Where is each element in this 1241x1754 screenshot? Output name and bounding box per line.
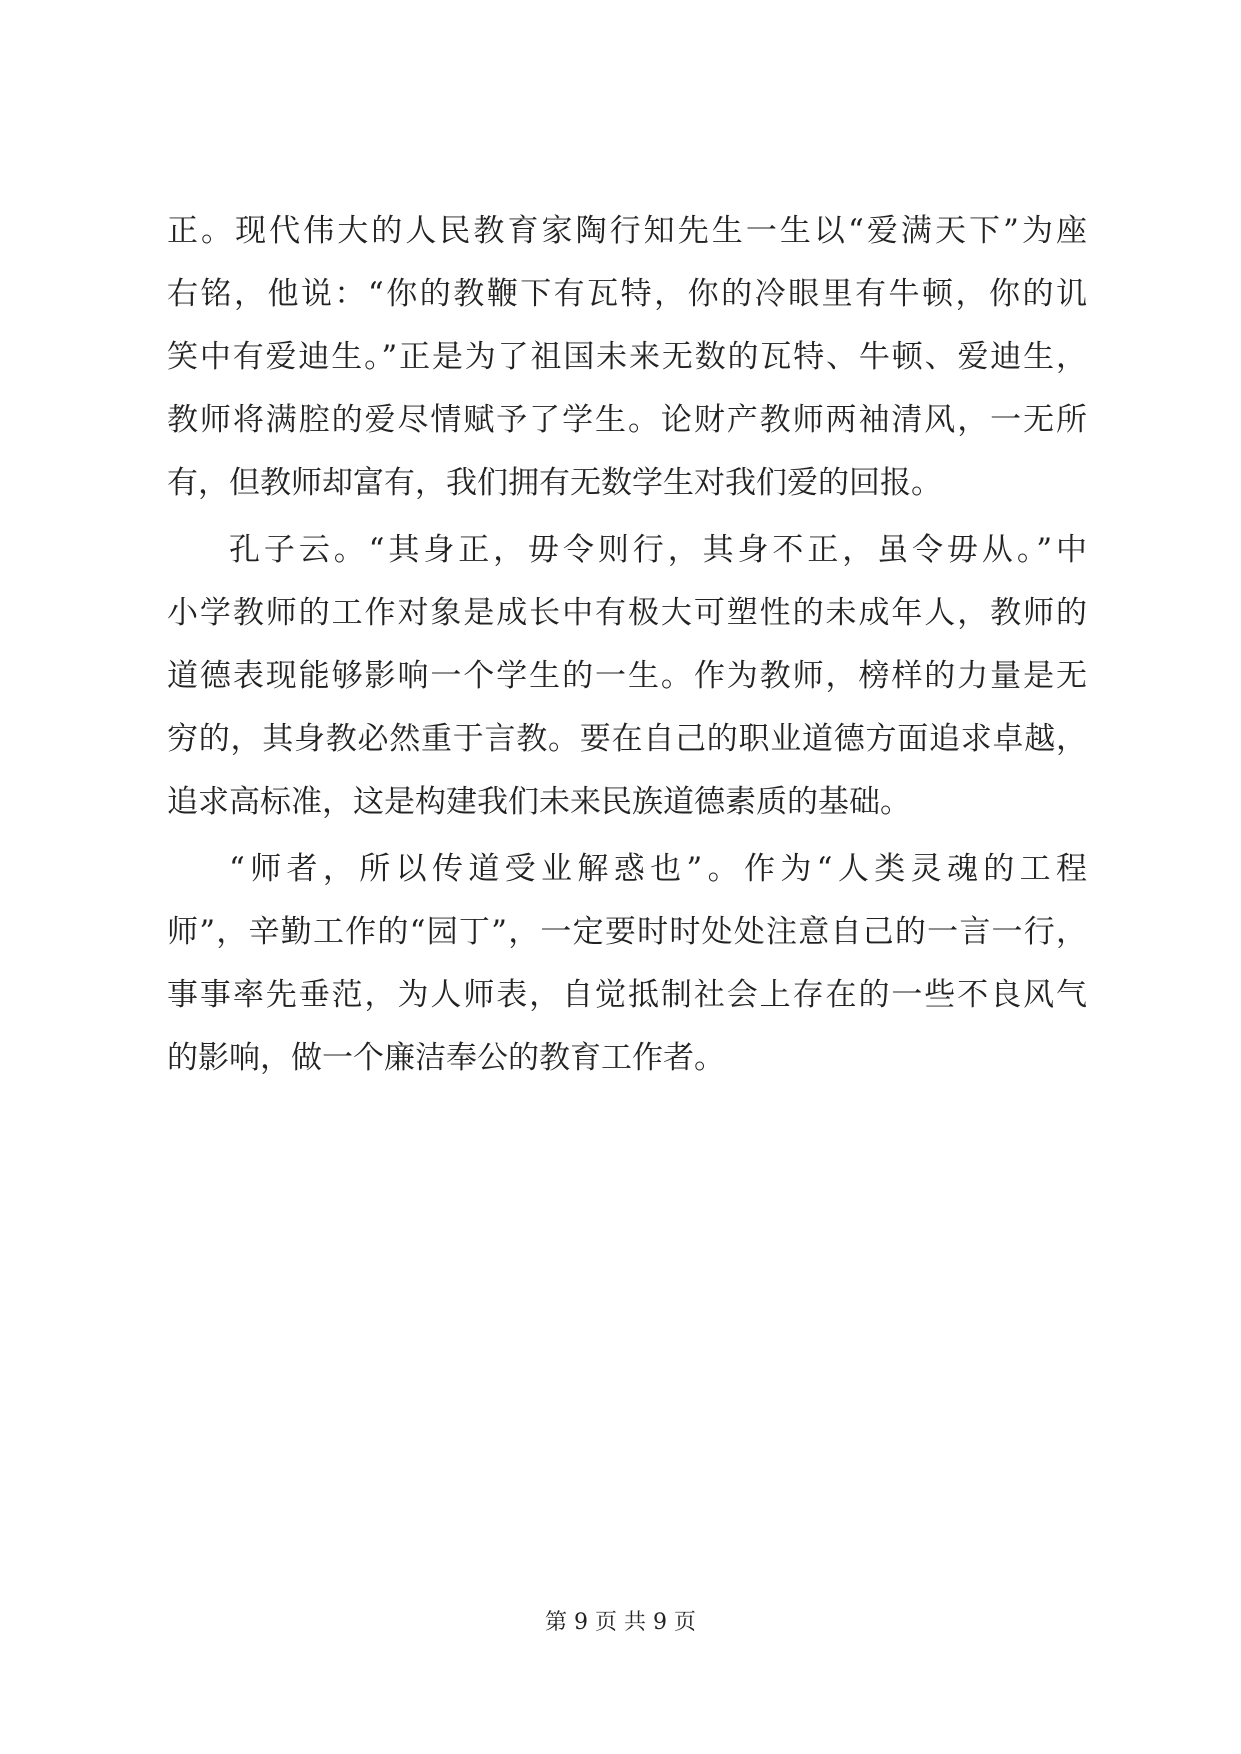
text-line: 师”，辛勤工作的“园丁”，一定要时时处处注意自己的一言一行， xyxy=(167,914,1087,950)
text-line: “师者，所以传道受业解惑也”。作为“人类灵魂的工程 xyxy=(229,851,1087,887)
text-line: 追求高标准，这是构建我们未来民族道德素质的基础。 xyxy=(167,784,911,820)
text-line: 孔子云。“其身正，毋令则行，其身不正，虽令毋从。”中 xyxy=(229,532,1087,568)
body-text xyxy=(167,200,1087,1090)
text-line: 正。现代伟大的人民教育家陶行知先生一生以“爱满天下”为座 xyxy=(167,213,1087,249)
text-line: 有，但教师却富有，我们拥有无数学生对我们爱的回报。 xyxy=(167,465,942,501)
page-number-footer: 第 9 页 共 9 页 xyxy=(545,1610,696,1635)
text-line: 笑中有爱迪生。”正是为了祖国未来无数的瓦特、牛顿、爱迪生， xyxy=(167,339,1087,375)
text-line: 小学教师的工作对象是成长中有极大可塑性的未成年人，教师的 xyxy=(167,595,1087,631)
paragraph-1 xyxy=(167,200,1087,515)
text-line: 事事率先垂范，为人师表，自觉抵制社会上存在的一些不良风气 xyxy=(167,977,1087,1013)
text-line: 道德表现能够影响一个学生的一生。作为教师，榜样的力量是无 xyxy=(167,658,1087,694)
text-line: 穷的，其身教必然重于言教。要在自己的职业道德方面追求卓越， xyxy=(167,721,1087,757)
text-line: 的影响，做一个廉洁奉公的教育工作者。 xyxy=(167,1040,725,1076)
text-line: 右铭，他说：“你的教鞭下有瓦特，你的冷眼里有牛顿，你的讥 xyxy=(167,276,1087,312)
paragraph-2 xyxy=(167,519,1087,834)
text-line: 教师将满腔的爱尽情赋予了学生。论财产教师两袖清风，一无所 xyxy=(167,402,1087,438)
paragraph-3 xyxy=(167,838,1087,1090)
